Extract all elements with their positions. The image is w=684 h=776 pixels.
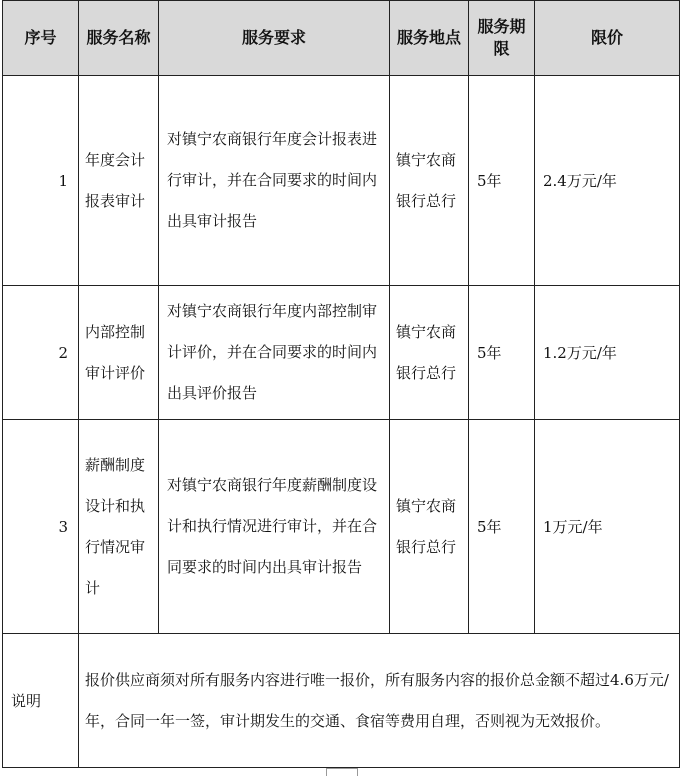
row-service-name: 薪酬制度设计和执行情况审计 xyxy=(79,420,159,634)
row-service-name: 内部控制审计评价 xyxy=(79,286,159,420)
header-requirement: 服务要求 xyxy=(159,1,390,76)
row-no: 3 xyxy=(3,420,79,634)
row-place: 镇宁农商银行总行 xyxy=(390,420,469,634)
header-no: 序号 xyxy=(3,1,79,76)
row-service-name: 年度会计报表审计 xyxy=(79,76,159,286)
table-header-row xyxy=(3,1,680,76)
row-price: 2.4万元/年 xyxy=(535,76,680,286)
row-no: 2 xyxy=(3,286,79,420)
table-row xyxy=(3,420,680,634)
table-row xyxy=(3,286,680,420)
header-term-text: 服务期限 xyxy=(477,17,526,58)
service-table xyxy=(2,0,680,768)
row-term: 5年 xyxy=(469,286,535,420)
row-term: 5年 xyxy=(469,420,535,634)
row-place: 镇宁农商银行总行 xyxy=(390,286,469,420)
header-name xyxy=(79,1,159,76)
row-requirement: 对镇宁农商银行年度薪酬制度设计和执行情况进行审计，并在合同要求的时间内出具审计报告 xyxy=(159,420,390,634)
note-text: 报价供应商须对所有服务内容进行唯一报价，所有服务内容的报价总金额不超过4.6万元/年，合同一年一签，审计期发生的交通、食宿等费用自理，否则视为无效报价。 xyxy=(79,634,680,768)
service-table-wrapper xyxy=(2,0,680,768)
header-price: 限价 xyxy=(535,1,680,76)
note-row xyxy=(3,634,680,768)
header-place-text: 服务地点 xyxy=(396,28,461,47)
row-place: 镇宁农商银行总行 xyxy=(390,76,469,286)
row-price: 1.2万元/年 xyxy=(535,286,680,420)
row-term: 5年 xyxy=(469,76,535,286)
header-name-text: 服务名称 xyxy=(86,28,151,47)
header-place xyxy=(390,1,469,76)
header-term xyxy=(469,1,535,76)
note-label: 说明 xyxy=(3,634,79,768)
row-price: 1万元/年 xyxy=(535,420,680,634)
row-no: 1 xyxy=(3,76,79,286)
row-requirement: 对镇宁农商银行年度会计报表进行审计，并在合同要求的时间内出具审计报告 xyxy=(159,76,390,286)
table-row xyxy=(3,76,680,286)
row-requirement: 对镇宁农商银行年度内部控制审计评价，并在合同要求的时间内出具评价报告 xyxy=(159,286,390,420)
